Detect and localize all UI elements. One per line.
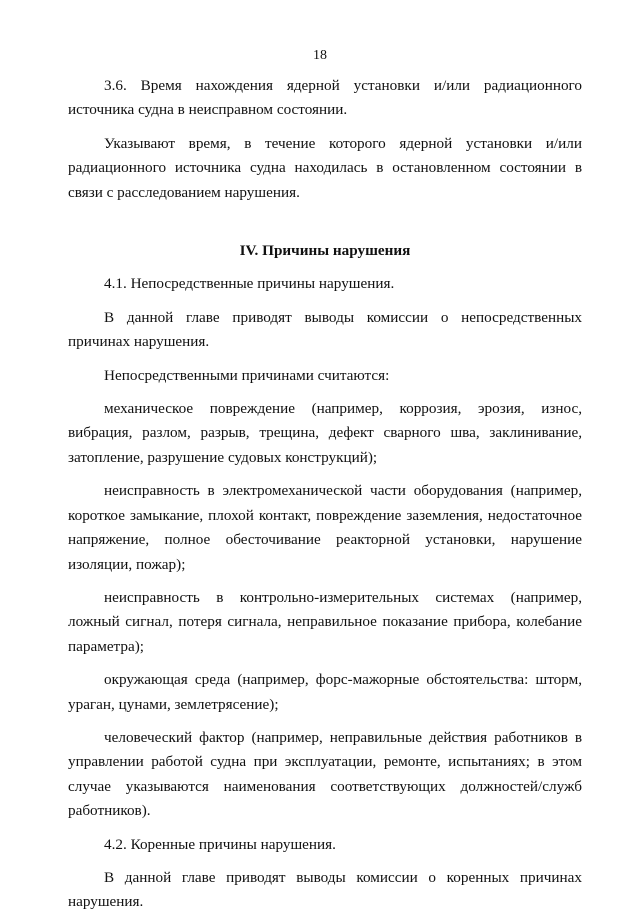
cause-mechanical: механическое повреждение (например, коррозия, эрозия, износ, вибрация, разлом, разрыв, трещина, дефект сварного шва, заклинивание, затопление, разрушение судовых конструкций); [68,400,582,466]
section-4-1-intro: В данной главе приводят выводы комиссии о непосредственных причинах нарушения. [68,308,582,351]
cause-environment: окружающая среда (например, форс-мажорные обстоятельства: шторм, ураган, цунами, землетрясение); [68,671,582,713]
section-4-2-intro: В данной главе приводят выводы комиссии о коренных причинах нарушения. [68,868,582,911]
chapter-4-title: IV. Причины нарушения [239,242,411,260]
section-3-6-heading: 3.6. Время нахождения ядерной установки и/или радиационного источника судна в неисправном состоянии. [68,77,582,119]
section-4-1-heading: 4.1. Непосредственные причины нарушения. [104,275,395,293]
cause-electromechanical: неисправность в электромеханической части оборудования (например, короткое замыкание, плохой контакт, повреждение заземления, недостаточное напряжение, полное обесточивание реакторной установки, нарушение изоляции, пожар); [68,482,582,573]
cause-human-factor: человеческий фактор (например, неправильные действия работников в управлении работой судна при эксплуатации, ремонте, испытаниях; в этом случае указываются наименования соответствующих должностей/служб работников). [68,728,582,820]
causes-intro: Непосредственными причинами считаются: [104,366,390,384]
section-3-6-text: Указывают время, в течение которого ядерной установки и/или радиационного источника судна находилась в остановленном состоянии в связи с расследованием нарушения. [68,134,582,201]
document-body [68,74,582,915]
cause-instrumentation: неисправность в контрольно-измерительных системах (например, ложный сигнал, потеря сигнала, неправильное показание прибора, колебание параметра); [68,588,582,655]
section-4-2-heading: 4.2. Коренные причины нарушения. [104,835,336,853]
page-number: 18 [313,48,327,63]
